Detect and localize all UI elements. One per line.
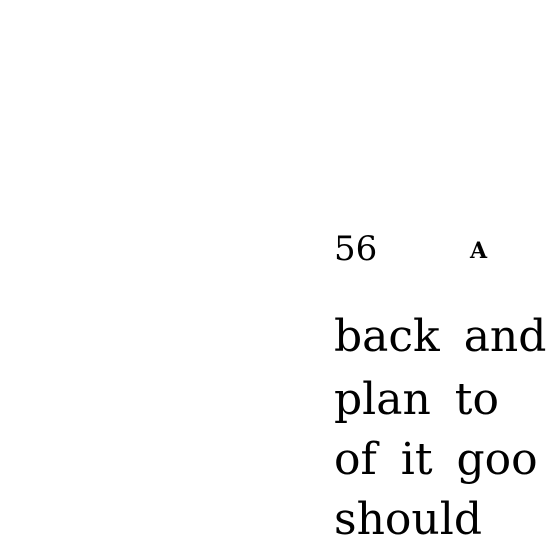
running-head: A — [470, 238, 488, 264]
text-line: plan to — [334, 374, 499, 425]
text-line: should — [334, 494, 482, 545]
text-line: back and — [334, 311, 546, 362]
text-line: of it goo — [334, 434, 538, 485]
page-number: 56 — [334, 229, 378, 269]
